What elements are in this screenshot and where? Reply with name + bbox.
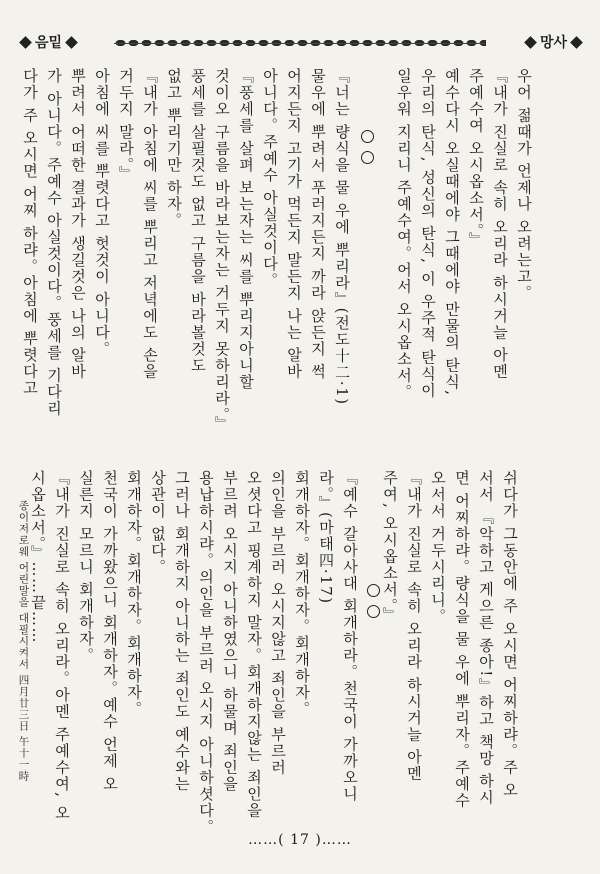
text-column: 그러나 회개하지 아니하는 죄인도 예수와는 — [173, 470, 191, 793]
text-column: 라。』(마태四·17) — [317, 470, 335, 605]
page-header — [18, 30, 584, 54]
text-column: 용납하시랴。의인을 부르러 오시지 아니하셧다。 — [197, 470, 215, 836]
text-column: 실른지 모르니 회개하자。 — [77, 470, 95, 665]
text-column: 가 아니다。주예수 아실것이다。풍세를 기다리 — [45, 68, 63, 417]
header-left-label — [18, 32, 79, 52]
text-column: 『너는 량식을 물 우에 뿌리라』(전도十二·1) — [333, 68, 351, 406]
ornamental-rule — [114, 39, 486, 47]
text-column: 『내가 진실로 속히 오리라。아멘 주예수여, 오 — [53, 470, 71, 822]
text-column: 오서서 거두시리니。 — [429, 470, 447, 625]
page-number-text: ( 17 ) — [278, 832, 322, 848]
text-column: 것이오 구름을 바라보는자는 거두지 못하리라。』 — [213, 68, 231, 433]
text-column: 『예수 갈아사대 회개하라。천국이 가까오니 — [341, 470, 359, 803]
text-column: 아니다。주예수 아실것이다。 — [261, 68, 279, 289]
text-column: 예수다시 오실때에야 그때에야 만물의 탄식, — [443, 68, 461, 397]
text-column: 『내가 아침에 씨를 뿌리고 저녁에도 손을 — [141, 68, 159, 380]
header-left-text: 음밑 — [35, 35, 63, 51]
text-column: 아침에 씨를 뿌렷다고 헛것이 아니다。 — [93, 68, 111, 358]
header-right-label — [523, 32, 584, 52]
text-column: 다가 주 오시면 어찌 하랴。아침에 뿌렷다고 — [21, 68, 39, 397]
text-column: 우어 젊때가 언제나 오려는고。 — [515, 68, 533, 302]
text-column: 회개하자。회개하자。회개하자。 — [125, 470, 143, 718]
text-column: 천국이 가까왔으니 회개하자。예수 언제 오 — [101, 470, 119, 793]
text-column: 오셧다고 핑계하지 말자。회개하지않는 죄인을 — [245, 470, 263, 819]
diamond-ornament-icon — [19, 36, 32, 49]
text-column: 뿌려서 어떠한 결과가 생길것은 나의 알바 — [69, 68, 87, 380]
text-column: 거두지 말라。』 — [117, 68, 135, 183]
dotted-leader: …… — [248, 832, 279, 848]
text-column: 주예수여 오시옵소서。』 — [467, 68, 485, 249]
header-right-text: 망사 — [539, 35, 567, 51]
text-column: 『내가 진실로 속히 오리라 하시거늘 아멘 — [491, 68, 509, 380]
section-divider-circles — [361, 130, 374, 164]
text-column: 회개하자。회개하자。회개하자。 — [293, 470, 311, 718]
text-column: 어지든지 고기가 먹든지 말든지 나는 알바 — [285, 68, 303, 380]
circle-icon — [367, 605, 380, 618]
page-number — [0, 832, 600, 848]
text-column: 『풍세를 살펴 보는자는 씨를 뿌리지아니할 — [237, 68, 255, 391]
text-column: 주여, 오시옵소서。』 — [381, 470, 399, 624]
text-column: 시옵소서。』……끝…… — [29, 470, 47, 644]
text-column: 쉬다가 그동안에 주 오시면 어찌하랴。주 오 — [501, 470, 519, 799]
section-divider-circles — [367, 584, 380, 618]
text-column: 물우에 뿌려서 푸러지든지 까라 앉든지 썩 — [309, 68, 327, 380]
circle-icon — [367, 584, 380, 597]
circle-icon — [361, 130, 374, 143]
text-column: 우리의 탄식, 성신의 탄식, 이 우주적 탄식이 — [419, 68, 437, 399]
diamond-ornament-icon — [524, 36, 537, 49]
text-column: 서서 『악하고 게으른 종아!』하고 책망 하시 — [477, 470, 495, 806]
text-column: 풍세를 살필것도 없고 구름을 바라볼것도 — [189, 68, 207, 374]
text-column: 의인을 부르러 오시지않고 죄인을 부르러 — [269, 470, 287, 776]
dictation-note: 종이저로웨 어린말을 대필시켜서 四月廿三日 午十一時 — [17, 500, 30, 782]
text-column: 일우워 지리니 주예수여。어서 오시옵소서。 — [395, 68, 413, 401]
diamond-ornament-icon — [65, 36, 78, 49]
text-column: 면 어찌하랴。량식을 물 우에 뿌리자。주예수 — [453, 470, 471, 809]
diamond-ornament-icon — [570, 36, 583, 49]
text-column: 상관이 없다。 — [149, 470, 167, 576]
circle-icon — [361, 151, 374, 164]
text-column: 『내가 진실로 속히 오리라 하시거늘 아멘 — [405, 470, 423, 782]
dotted-leader: …… — [321, 832, 352, 848]
text-column: 부르려 오시지 아니하였으니 하물며 죄인을 — [221, 470, 239, 793]
text-column: 없고 뿌리기만 하자。 — [165, 68, 183, 230]
